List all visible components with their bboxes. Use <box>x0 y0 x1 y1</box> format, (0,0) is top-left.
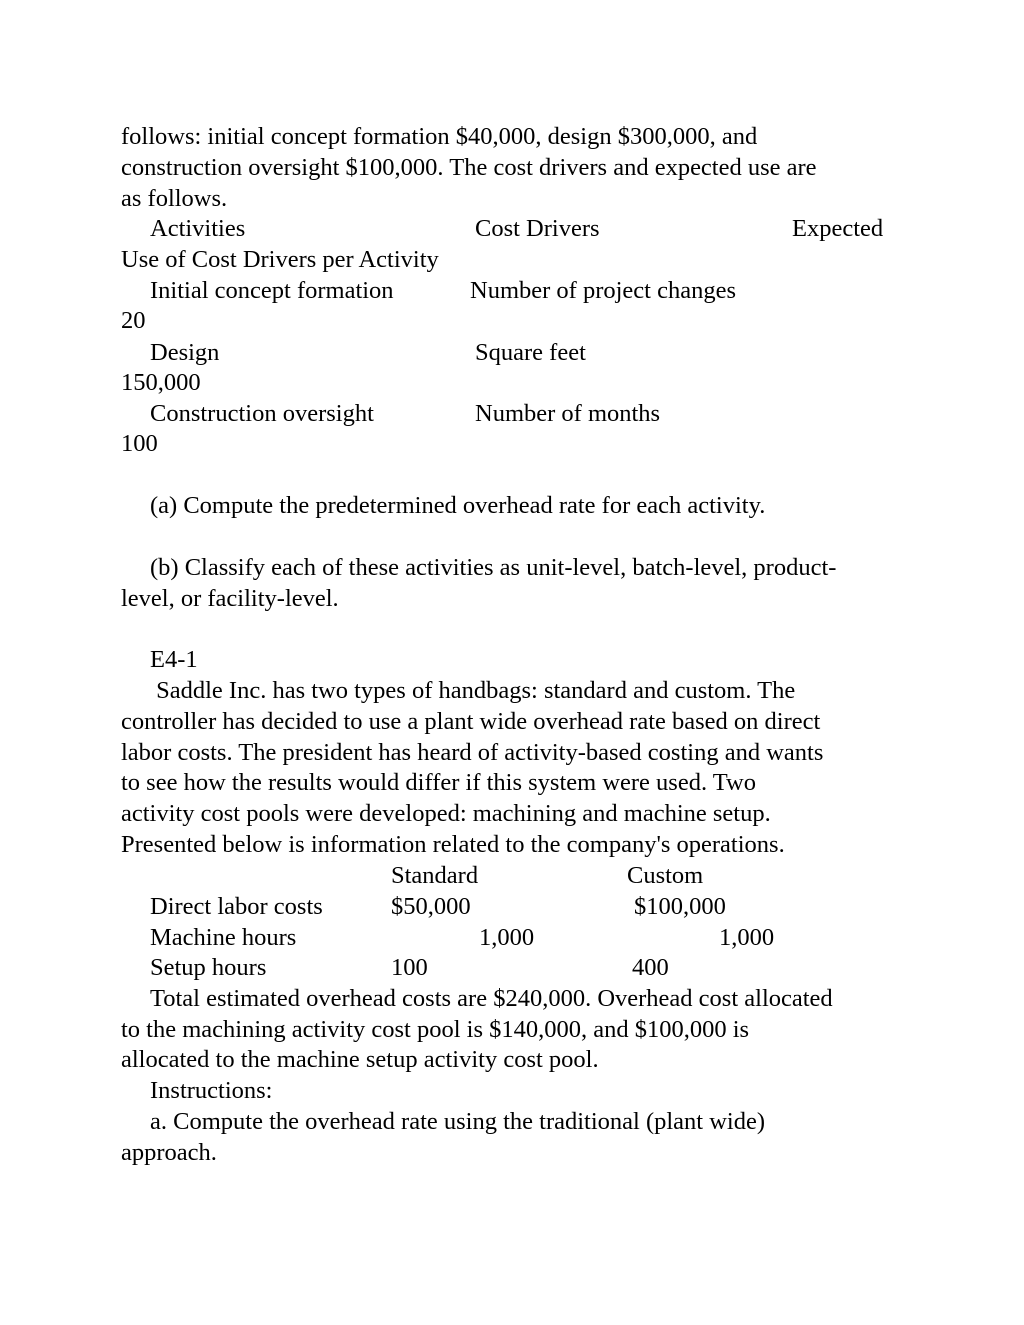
intro-line-2: construction oversight $100,000. The cost drivers and expected use are <box>121 154 817 181</box>
question-a: (a) Compute the predetermined overhead rate for each activity. <box>150 492 766 519</box>
overhead-line-1: Total estimated overhead costs are $240,000. Overhead cost allocated <box>150 985 833 1012</box>
header-expected: Expected <box>792 215 884 242</box>
overhead-line-2: to the machining activity cost pool is $140,000, and $100,000 is <box>121 1016 750 1043</box>
instructions-label: Instructions: <box>150 1077 273 1104</box>
exercise-id: E4-1 <box>150 646 198 673</box>
header-activities: Activities <box>150 215 246 242</box>
instruction-a-line-1: a. Compute the overhead rate using the traditional (plant wide) <box>150 1108 766 1135</box>
table-row-1-label: Direct labor costs <box>150 893 323 920</box>
exercise-para-line-6: Presented below is information related to the company's operations. <box>121 831 785 858</box>
table-row-1-custom: $100,000 <box>634 893 726 920</box>
activity-row-3-driver: Number of months <box>475 400 661 427</box>
intro-line-3: as follows. <box>121 185 228 212</box>
activity-row-1-expected: 20 <box>121 307 146 334</box>
activity-row-2-driver: Square feet <box>475 339 586 366</box>
activity-row-1-activity: Initial concept formation <box>150 277 394 304</box>
table-row-2-custom: 1,000 <box>719 924 775 951</box>
table-row-3-label: Setup hours <box>150 954 267 981</box>
activity-row-3-activity: Construction oversight <box>150 400 374 427</box>
header-cost-drivers: Cost Drivers <box>475 215 600 242</box>
instruction-a-line-2: approach. <box>121 1139 217 1166</box>
table-row-1-standard: $50,000 <box>391 893 471 920</box>
question-b-line-1: (b) Classify each of these activities as unit-level, batch-level, product- <box>150 554 837 581</box>
table-row-3-standard: 100 <box>391 954 428 981</box>
column-standard: Standard <box>391 862 479 889</box>
header-expected-cont: Use of Cost Drivers per Activity <box>121 246 439 273</box>
table-row-2-standard: 1,000 <box>479 924 535 951</box>
activity-row-1-driver: Number of project changes <box>470 277 736 304</box>
column-custom: Custom <box>627 862 704 889</box>
exercise-para-line-5: activity cost pools were developed: machining and machine setup. <box>121 800 771 827</box>
activity-row-2-activity: Design <box>150 339 220 366</box>
table-row-3-custom: 400 <box>632 954 669 981</box>
question-b-line-2: level, or facility-level. <box>121 585 339 612</box>
overhead-line-3: allocated to the machine setup activity cost pool. <box>121 1046 599 1073</box>
exercise-para-line-3: labor costs. The president has heard of activity-based costing and wants <box>121 739 824 766</box>
table-row-2-label: Machine hours <box>150 924 297 951</box>
activity-row-3-expected: 100 <box>121 430 158 457</box>
activity-row-2-expected: 150,000 <box>121 369 201 396</box>
intro-line-1: follows: initial concept formation $40,000, design $300,000, and <box>121 123 758 150</box>
exercise-para-line-1: Saddle Inc. has two types of handbags: standard and custom. The <box>150 677 796 704</box>
exercise-para-line-4: to see how the results would differ if this system were used. Two <box>121 769 756 796</box>
exercise-para-line-2: controller has decided to use a plant wide overhead rate based on direct <box>121 708 821 735</box>
